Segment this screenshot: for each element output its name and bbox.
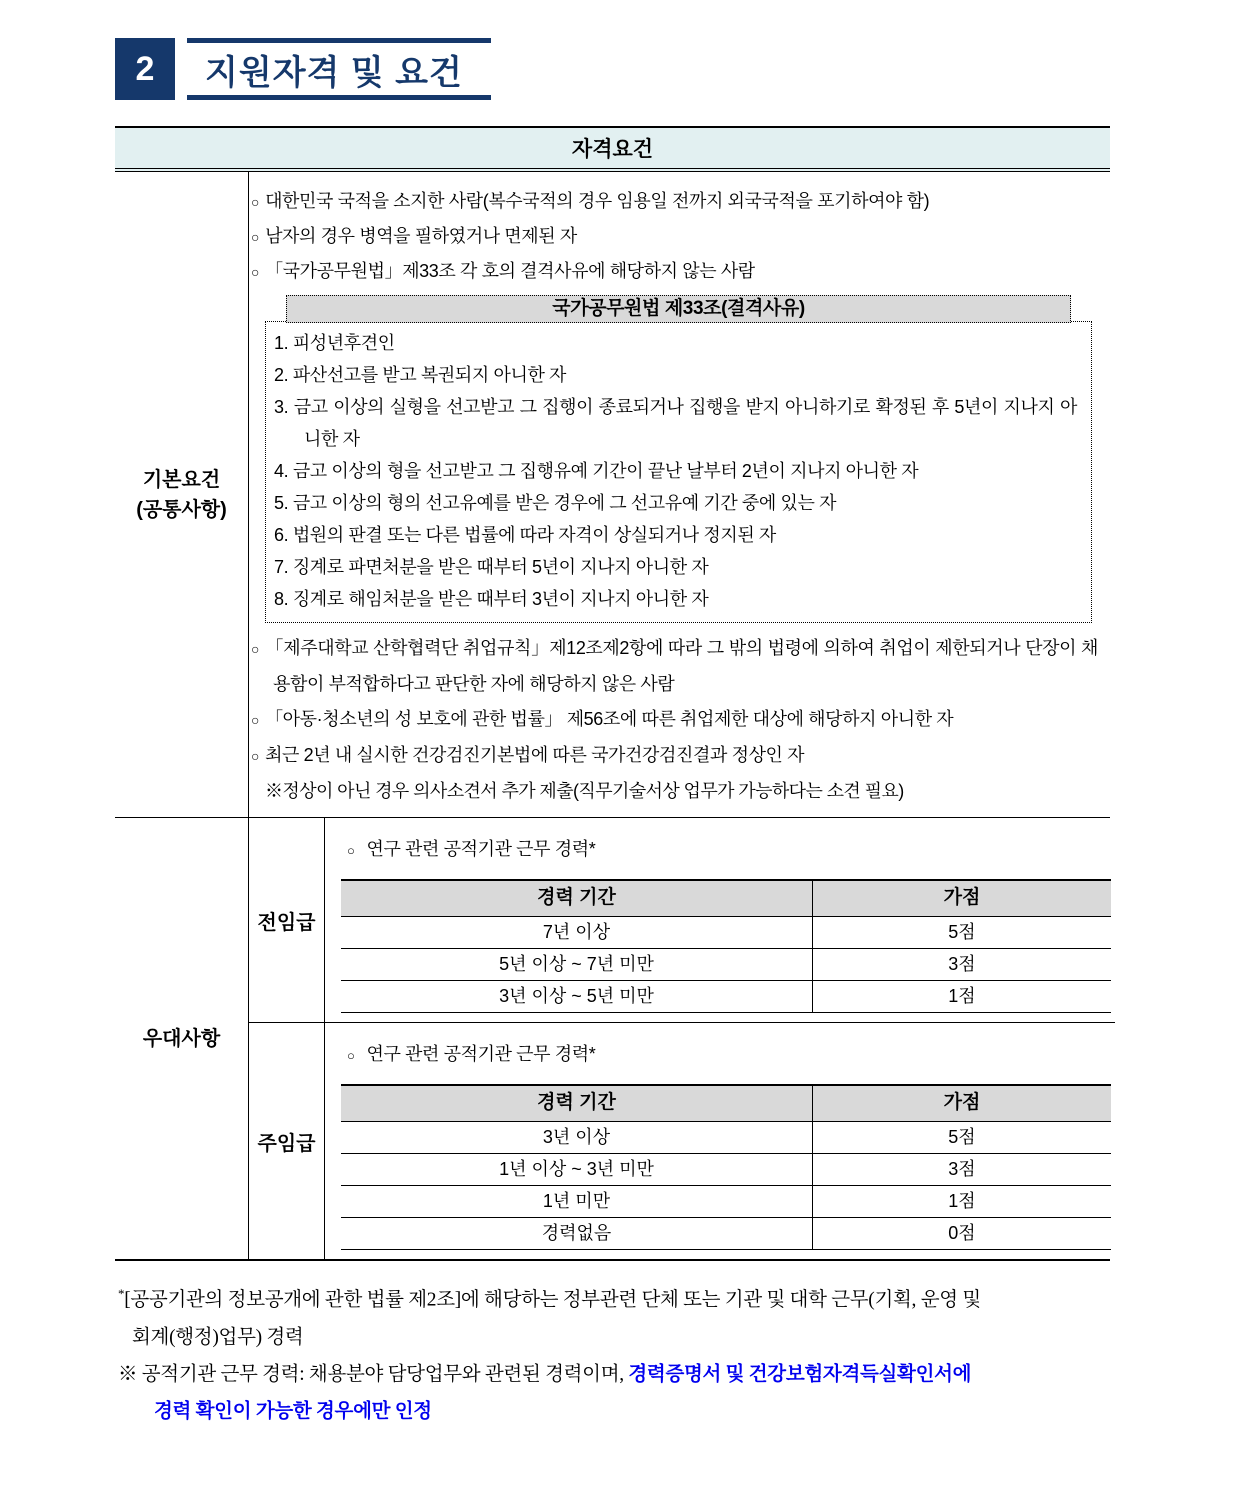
period-cell: 경력없음 <box>341 1218 813 1249</box>
table-row <box>341 949 1111 981</box>
section-header <box>115 38 1233 100</box>
bullet-text: 최근 2년 내 실시한 건강검진기본법에 따른 국가건강검진결과 정상인 자 <box>265 745 805 765</box>
circle-bullet-icon: ○ <box>251 229 260 245</box>
basic-requirements-row <box>115 172 1110 818</box>
table-row <box>341 1186 1111 1218</box>
footnote-public-career <box>118 1356 1133 1393</box>
bullet-item <box>251 631 1104 702</box>
footnote-highlight-text: 경력증명서 및 건강보험자격득실확인서에 <box>628 1363 972 1385</box>
bullet-item <box>251 702 1104 738</box>
score-table-header <box>341 881 1111 917</box>
law-item: 4. 금고 이상의 형을 선고받고 그 집행유예 기간이 끝난 날부터 2년이 지나지 아니한 자 <box>274 461 919 481</box>
circle-bullet-icon: ○ <box>251 641 260 657</box>
points-cell: 5점 <box>948 922 976 942</box>
points-cell: 3점 <box>948 1159 976 1179</box>
column-header-points: 가점 <box>943 1092 981 1113</box>
footnote-text: ※ 공적기관 근무 경력: 채용분야 담당업무와 관련된 경력이며, <box>118 1363 629 1385</box>
period-cell: 1년 미만 <box>341 1186 813 1217</box>
table-row <box>341 1218 1111 1250</box>
column-header-points: 가점 <box>943 887 981 908</box>
section-title-rule <box>187 38 491 100</box>
footnote-highlight-cont: 경력 확인이 가능한 경우에만 인정 <box>154 1400 432 1422</box>
points-cell: 1점 <box>948 986 976 1006</box>
basic-requirements-label <box>115 172 249 817</box>
table-title: 자격요건 <box>115 126 1110 172</box>
period-cell: 3년 이상 <box>341 1122 813 1153</box>
table-row <box>341 1122 1111 1154</box>
circle-bullet-icon: ○ <box>251 194 260 210</box>
law-item: 2. 파산선고를 받고 복권되지 아니한 자 <box>274 365 567 385</box>
points-cell: 0점 <box>948 1223 976 1243</box>
bullet-item <box>251 254 1104 289</box>
circle-bullet-icon: ○ <box>347 1048 355 1063</box>
circle-bullet-icon: ○ <box>251 264 260 280</box>
law-item: 7. 징계로 파면처분을 받은 때부터 5년이 지나지 아니한 자 <box>274 557 709 577</box>
bullet-item <box>251 738 1104 774</box>
table-row <box>341 1154 1111 1186</box>
bullet-text: 「제주대학교 산학협력단 취업규칙」제12조제2항에 따라 그 밖의 법령에 의하여 취업이 제한되거나 단장이 채용함이 부적합하다고 판단한 자에 해당하지 않은 사람 <box>265 638 1099 694</box>
footnotes <box>118 1275 1133 1430</box>
label-line1: 기본요건 <box>142 468 221 491</box>
score-table <box>341 1084 1111 1250</box>
grade-label: 전임급 <box>249 818 325 1022</box>
table-row <box>341 917 1111 949</box>
bullet-text: 남자의 경우 병역을 필하였거나 면제된 자 <box>265 226 577 246</box>
score-table <box>341 879 1111 1013</box>
law-item: 1. 피성년후견인 <box>274 333 395 353</box>
grade-content <box>325 818 1115 1022</box>
health-check-note: ※정상이 아닌 경우 의사소견서 추가 제출(직무기술서상 업무가 가능하다는 소견 필요) <box>265 781 904 801</box>
circle-bullet-icon: ○ <box>251 712 260 728</box>
bullet-text: 「아동·청소년의 성 보호에 관한 법률」 제56조에 따른 취업제한 대상에 해당하지 아니한 자 <box>265 709 954 729</box>
basic-requirements-content <box>249 172 1110 817</box>
qualification-table <box>115 126 1110 1261</box>
period-cell: 3년 이상 ~ 5년 미만 <box>341 981 813 1012</box>
points-cell: 1점 <box>948 1191 976 1211</box>
bullet-text: 대한민국 국적을 소지한 사람(복수국적의 경우 임용일 전까지 외국국적을 포기하여야 함) <box>265 191 930 211</box>
period-cell: 5년 이상 ~ 7년 미만 <box>341 949 813 980</box>
points-cell: 3점 <box>948 954 976 974</box>
law-box-body <box>265 321 1092 623</box>
preference-content <box>249 818 1115 1259</box>
preference-label: 우대사항 <box>115 818 249 1259</box>
bullet-item <box>251 184 1104 219</box>
footnote-career-definition-cont: 회계(행정)업무) 경력 <box>132 1326 304 1348</box>
bullet-item <box>331 834 1111 866</box>
section-number-badge: 2 <box>115 38 175 100</box>
circle-bullet-icon: ○ <box>251 748 260 764</box>
law-exclusion-box <box>265 295 1092 623</box>
law-item: 3. 금고 이상의 실형을 선고받고 그 집행이 종료되거나 집행을 받지 아니하기로 확정된 후 5년이 지나지 아니한 자 <box>274 397 1077 449</box>
period-cell: 7년 이상 <box>341 917 813 948</box>
bullet-text: 연구 관련 공적기관 근무 경력* <box>366 1044 596 1064</box>
grade-row-senior <box>249 818 1115 1023</box>
document-page <box>0 38 1233 1490</box>
points-cell: 5점 <box>948 1127 976 1147</box>
column-header-period: 경력 기간 <box>341 1086 813 1121</box>
label-line2: (공통사항) <box>136 498 227 521</box>
bullet-item <box>331 1039 1111 1071</box>
page-title: 지원자격 및 요건 <box>205 53 463 92</box>
bullet-text: 「국가공무원법」제33조 각 호의 결격사유에 해당하지 않는 사람 <box>265 261 755 281</box>
table-row <box>341 981 1111 1013</box>
grade-row-junior <box>249 1023 1115 1259</box>
law-box-title: 국가공무원법 제33조(결격사유) <box>286 295 1071 323</box>
footnote-career-definition <box>118 1275 1133 1319</box>
bullet-text: 연구 관련 공적기관 근무 경력* <box>366 839 596 859</box>
grade-content <box>325 1023 1115 1259</box>
circle-bullet-icon: ○ <box>347 843 355 858</box>
grade-label: 주임급 <box>249 1023 325 1259</box>
preference-row <box>115 818 1110 1261</box>
law-item: 8. 징계로 해임처분을 받은 때부터 3년이 지나지 아니한 자 <box>274 589 709 609</box>
score-table-header <box>341 1086 1111 1122</box>
law-item: 6. 법원의 판결 또는 다른 법률에 따라 자격이 상실되거나 정지된 자 <box>274 525 776 545</box>
column-header-period: 경력 기간 <box>341 881 813 916</box>
bullet-item <box>251 219 1104 254</box>
law-item: 5. 금고 이상의 형의 선고유예를 받은 경우에 그 선고유예 기간 중에 있는 자 <box>274 493 837 513</box>
footnote-text: [공공기관의 정보공개에 관한 법률 제2조]에 해당하는 정부관련 단체 또는 기관 및 대학 근무(기획, 운영 및 <box>124 1289 981 1311</box>
asterisk-marker: * <box>118 1286 125 1301</box>
period-cell: 1년 이상 ~ 3년 미만 <box>341 1154 813 1185</box>
